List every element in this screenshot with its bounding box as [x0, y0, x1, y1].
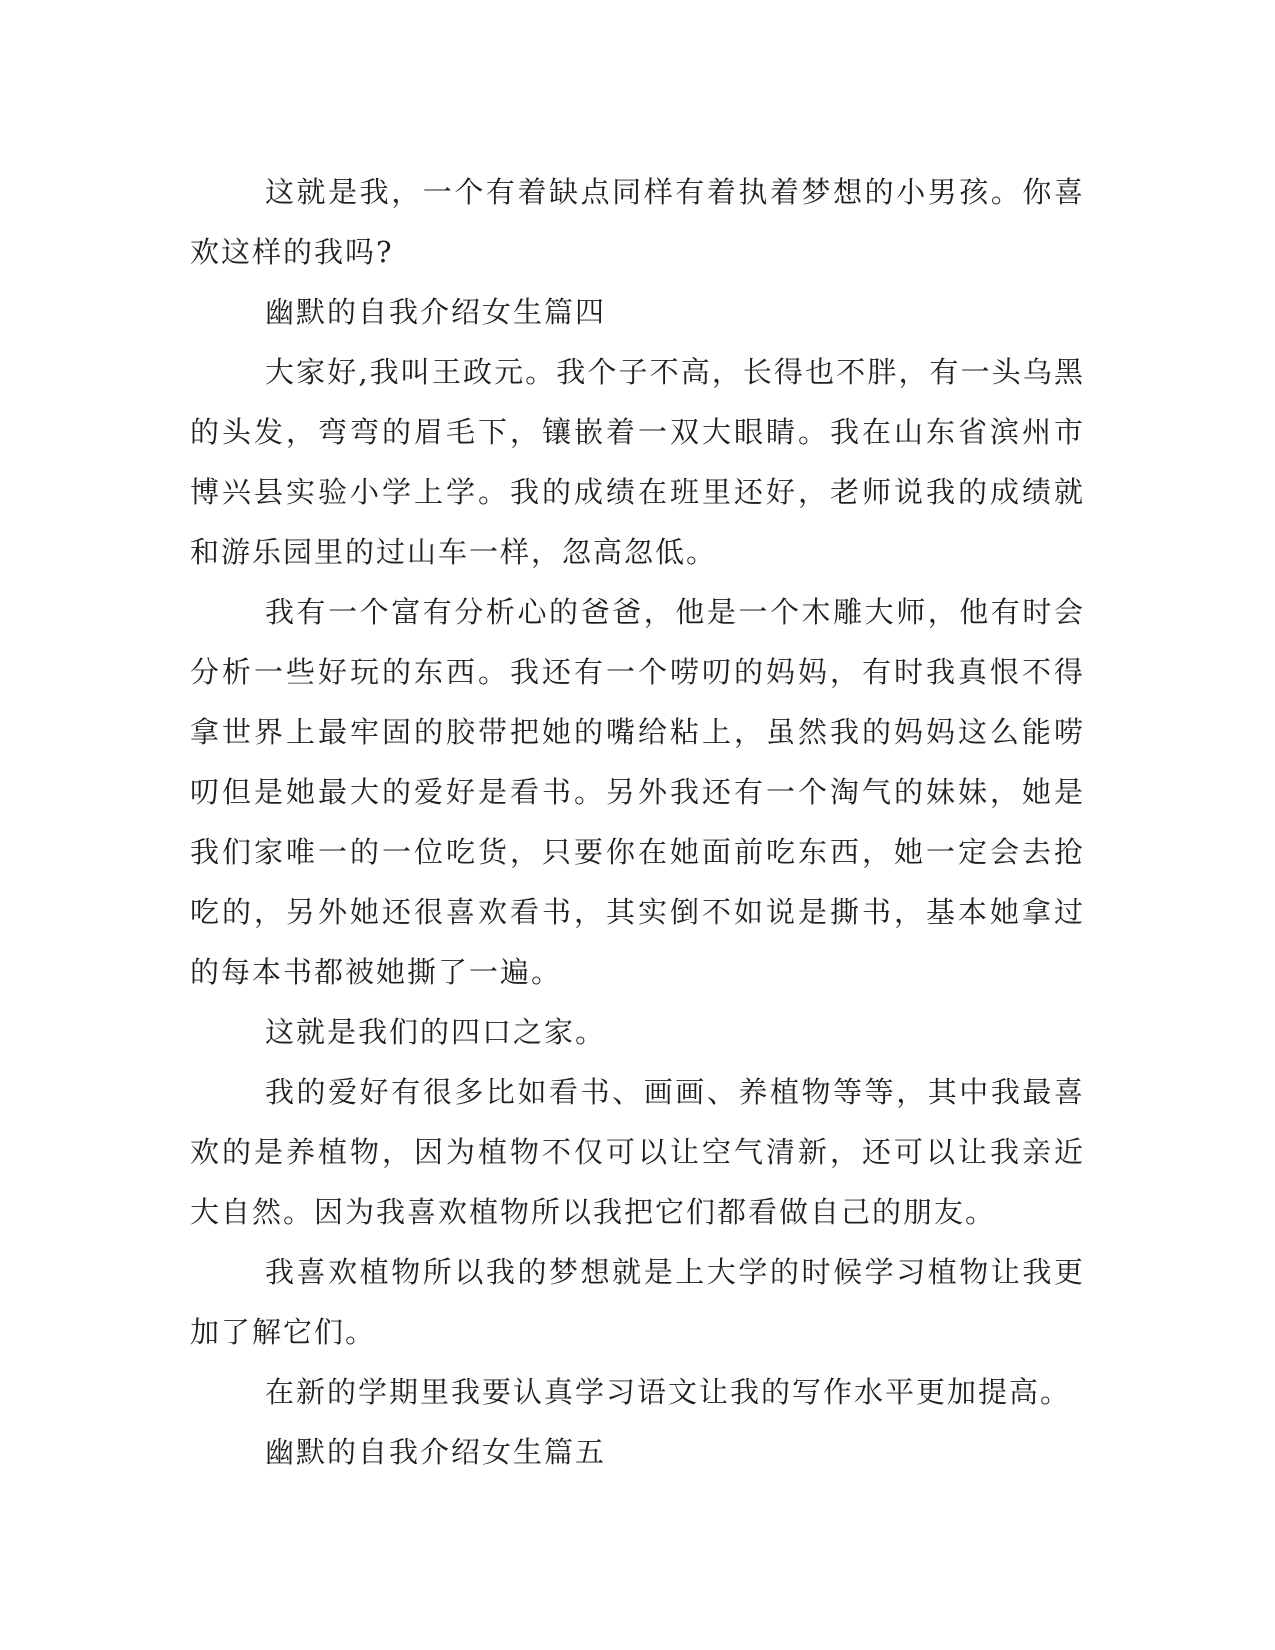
section-heading-part-five: 幽默的自我介绍女生篇五 [265, 1435, 607, 1469]
paragraph-family-summary: 这就是我们的四口之家。 [265, 1015, 607, 1049]
document-body [190, 162, 1085, 1482]
paragraph-introduction: 大家好,我叫王政元。我个子不高，长得也不胖，有一头乌黑的头发，弯弯的眉毛下，镶嵌着一双大眼睛。我在山东省滨州市博兴县实验小学上学。我的成绩在班里还好，老师说我的成绩就和游乐园里的过山车一样，忽高忽低。 [190, 355, 1085, 569]
paragraph-dream: 我喜欢植物所以我的梦想就是上大学的时候学习植物让我更加了解它们。 [190, 1255, 1085, 1349]
paragraph-new-semester: 在新的学期里我要认真学习语文让我的写作水平更加提高。 [265, 1375, 1072, 1409]
paragraph-family: 我有一个富有分析心的爸爸，他是一个木雕大师，他有时会分析一些好玩的东西。我还有一个唠叨的妈妈，有时我真恨不得拿世界上最牢固的胶带把她的嘴给粘上，虽然我的妈妈这么能唠叨但是她最大的爱好是看书。另外我还有一个淘气的妹妹，她是我们家唯一的一位吃货，只要你在她面前吃东西，她一定会去抢吃的，另外她还很喜欢看书，其实倒不如说是撕书，基本她拿过的每本书都被她撕了一遍。 [190, 595, 1085, 989]
section-heading-part-four: 幽默的自我介绍女生篇四 [265, 295, 607, 329]
paragraph-closing-statement: 这就是我，一个有着缺点同样有着执着梦想的小男孩。你喜欢这样的我吗? [190, 175, 1085, 269]
paragraph-hobbies: 我的爱好有很多比如看书、画画、养植物等等，其中我最喜欢的是养植物，因为植物不仅可以让空气清新，还可以让我亲近大自然。因为我喜欢植物所以我把它们都看做自己的朋友。 [190, 1075, 1085, 1229]
